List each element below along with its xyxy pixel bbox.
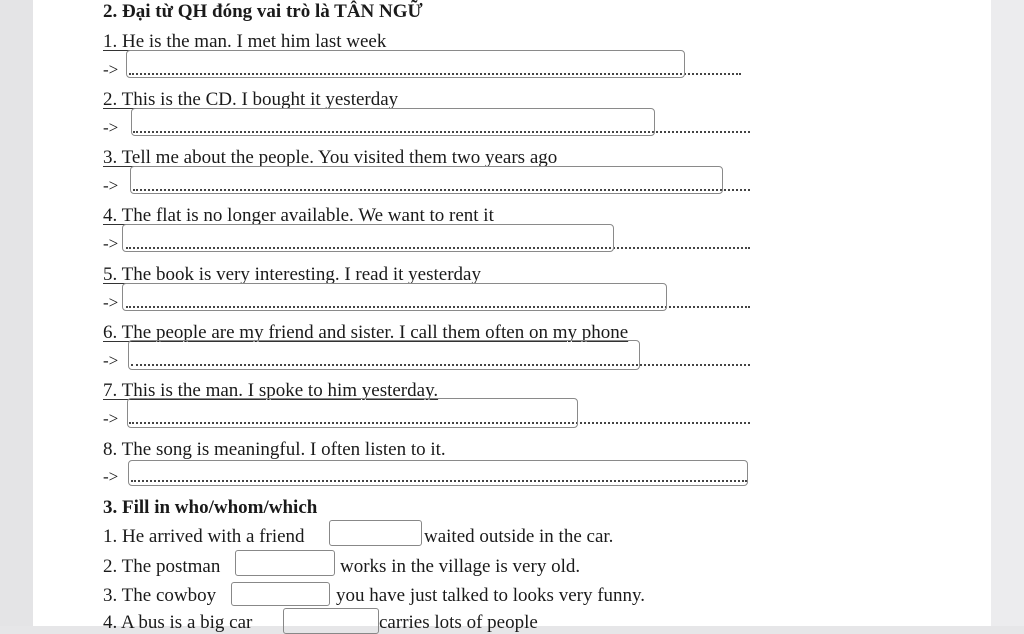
- answer-arrow-5: ->: [103, 293, 119, 312]
- answer-arrow-3: ->: [103, 176, 119, 195]
- question-7: 7. This is the man. I spoke to him yesterday.: [103, 380, 439, 401]
- answer-input-1[interactable]: [126, 50, 685, 78]
- question-3: 3. Tell me about the people. You visited them two years ago: [103, 147, 558, 168]
- right-gutter: [991, 0, 1024, 626]
- answer-arrow-1: ->: [103, 60, 119, 79]
- fill-item-1-after: waited outside in the car.: [424, 526, 614, 547]
- fill-item-3-after: you have just talked to looks very funny.: [336, 585, 646, 606]
- worksheet-page: [33, 0, 991, 633]
- question-5: 5. The book is very interesting. I read it yesterday: [103, 264, 481, 285]
- answer-input-6[interactable]: [128, 340, 640, 370]
- fill-item-4-before: 4. A bus is a big car: [103, 612, 253, 633]
- fill-item-2-before: 2. The postman: [103, 556, 221, 577]
- answer-input-4[interactable]: [122, 224, 614, 252]
- fill-input-2[interactable]: [235, 550, 335, 576]
- question-2: 2. This is the CD. I bought it yesterday: [103, 89, 399, 110]
- answer-arrow-4: ->: [103, 234, 119, 253]
- answer-input-8[interactable]: [128, 460, 748, 486]
- answer-input-7[interactable]: [127, 398, 578, 428]
- left-gutter: [0, 0, 33, 626]
- fill-item-4-after: carries lots of people: [379, 612, 538, 633]
- section3-heading: 3. Fill in who/whom/which: [103, 497, 318, 518]
- answer-arrow-2: ->: [103, 118, 119, 137]
- fill-input-3[interactable]: [231, 582, 330, 606]
- question-8: 8. The song is meaningful. I often listen to it.: [103, 439, 446, 460]
- fill-item-2-after: works in the village is very old.: [340, 556, 581, 577]
- answer-input-3[interactable]: [130, 166, 723, 194]
- answer-input-2[interactable]: [131, 108, 655, 136]
- question-1: 1. He is the man. I met him last week: [103, 31, 387, 52]
- fill-input-4[interactable]: [283, 608, 379, 634]
- answer-input-5[interactable]: [122, 283, 667, 311]
- fill-item-3-before: 3. The cowboy: [103, 585, 217, 606]
- fill-input-1[interactable]: [329, 520, 422, 546]
- question-4: 4. The flat is no longer available. We want to rent it: [103, 205, 494, 226]
- question-6: 6. The people are my friend and sister. I call them often on my phone: [103, 322, 629, 343]
- fill-item-1-before: 1. He arrived with a friend: [103, 526, 305, 547]
- answer-arrow-7: ->: [103, 409, 119, 428]
- answer-arrow-6: ->: [103, 351, 119, 370]
- answer-arrow-8: ->: [103, 467, 119, 486]
- section2-heading: 2. Đại từ QH đóng vai trò là TÂN NGỮ: [103, 1, 423, 22]
